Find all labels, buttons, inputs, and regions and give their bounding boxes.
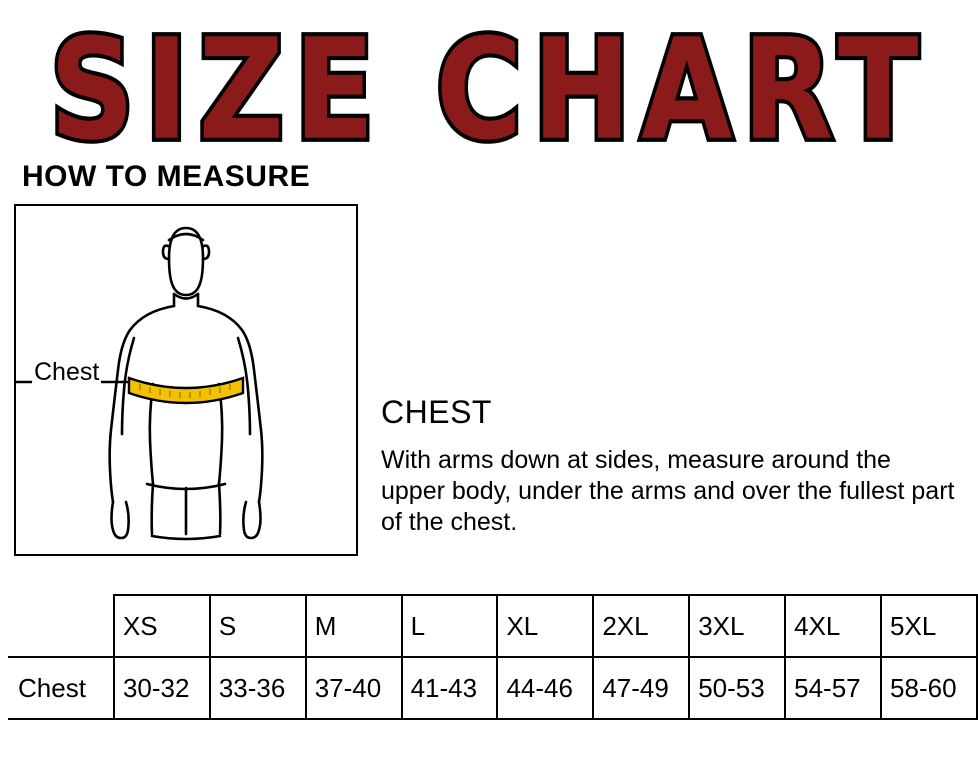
chest-measure-label: Chest bbox=[34, 358, 100, 386]
size-table bbox=[8, 594, 978, 720]
table-cell-chest-3xl: 50-53 bbox=[689, 657, 785, 719]
page-title-banner bbox=[0, 2, 978, 171]
table-row-label-chest: Chest bbox=[8, 657, 114, 719]
table-cell-chest-xs: 30-32 bbox=[114, 657, 210, 719]
table-cell-chest-4xl: 54-57 bbox=[785, 657, 881, 719]
table-header-m: M bbox=[306, 595, 402, 657]
table-header-s: S bbox=[210, 595, 306, 657]
table-header-xs: XS bbox=[114, 595, 210, 657]
table-header-3xl: 3XL bbox=[689, 595, 785, 657]
table-cell-chest-2xl: 47-49 bbox=[593, 657, 689, 719]
table-cell-chest-l: 41-43 bbox=[402, 657, 498, 719]
chest-description-heading: CHEST bbox=[381, 394, 492, 430]
table-cell-chest-xl: 44-46 bbox=[497, 657, 593, 719]
table-cell-chest-m: 37-40 bbox=[306, 657, 402, 719]
table-cell-chest-s: 33-36 bbox=[210, 657, 306, 719]
table-header-l: L bbox=[402, 595, 498, 657]
table-header-2xl: 2XL bbox=[593, 595, 689, 657]
table-row-chest bbox=[8, 657, 977, 719]
tape-measure-icon bbox=[129, 378, 243, 403]
table-cell-chest-5xl: 58-60 bbox=[881, 657, 977, 719]
chest-description-body: With arms down at sides, measure around the upper body, under the arms and over the fullest part of the chest. bbox=[381, 446, 955, 536]
table-corner-cell bbox=[8, 595, 114, 657]
table-header-4xl: 4XL bbox=[785, 595, 881, 657]
table-header-xl: XL bbox=[497, 595, 593, 657]
page-title: SIZE CHART bbox=[49, 7, 929, 171]
how-to-measure-heading: HOW TO MEASURE bbox=[22, 160, 311, 193]
chest-description bbox=[381, 394, 961, 538]
table-row-sizes bbox=[8, 595, 977, 657]
table-header-5xl: 5XL bbox=[881, 595, 977, 657]
